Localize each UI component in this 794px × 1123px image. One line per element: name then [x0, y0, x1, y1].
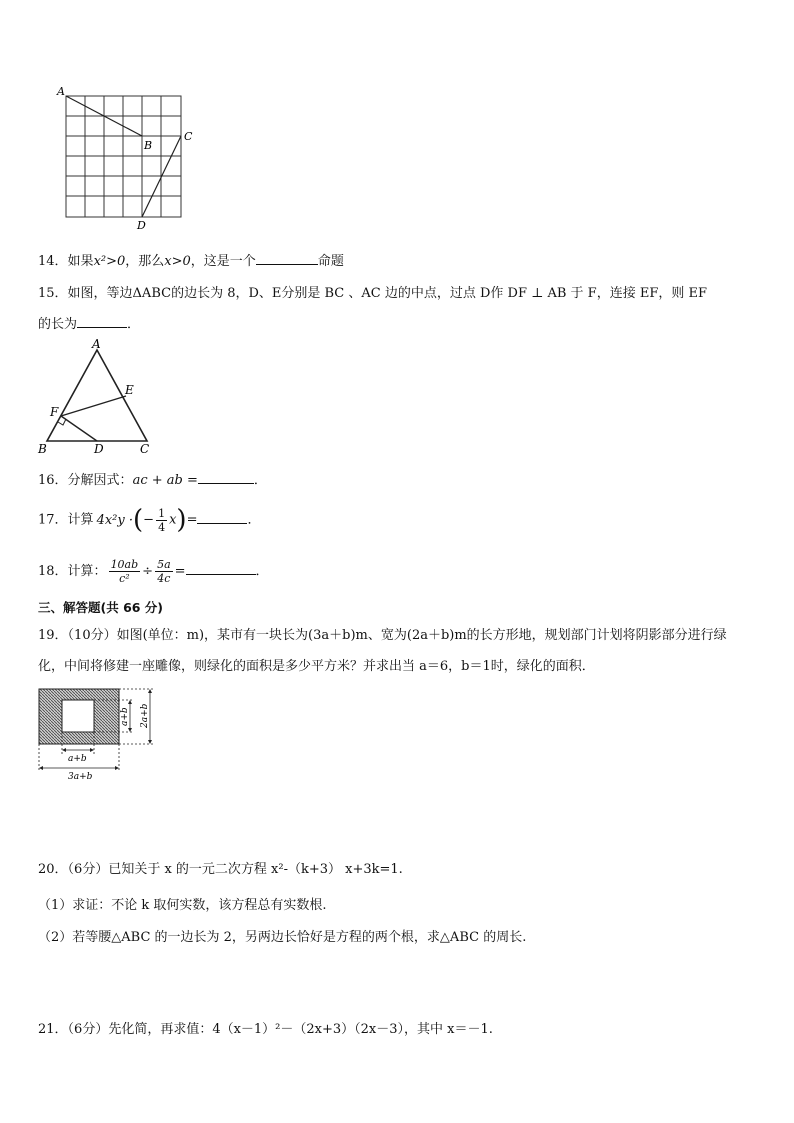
- q18-fraction-2: [155, 558, 173, 585]
- q14-number: 14．: [38, 254, 68, 269]
- q16-number: 16．: [38, 473, 68, 488]
- q14-text-d: 命题: [317, 254, 344, 269]
- q16-eq: =: [186, 473, 198, 488]
- tri-label-d: D: [94, 442, 104, 456]
- rectangle-figure: [30, 682, 170, 782]
- q14-text-c: ，这是一个: [190, 254, 256, 269]
- q16-answer-blank[interactable]: [198, 471, 254, 484]
- q17-math-a: 4x²y ·: [96, 512, 133, 528]
- q17-frac-num: 1: [158, 506, 166, 520]
- q17-answer-blank[interactable]: [197, 511, 247, 524]
- q17-paren-open: (: [133, 505, 144, 535]
- q15-answer-blank[interactable]: [77, 315, 127, 328]
- tri-label-f: F: [50, 405, 59, 419]
- q15-number: 15．: [38, 286, 68, 301]
- q17-fraction: [156, 507, 167, 534]
- q16-end: ．: [253, 473, 267, 488]
- label-inner-width: a+b: [68, 754, 87, 764]
- q17-eq: =: [186, 512, 198, 528]
- q18-number: 18．: [38, 564, 68, 579]
- grid-label-a: A: [57, 85, 65, 98]
- q18-frac1-den: c²: [119, 572, 130, 585]
- q18-text: 计算：: [67, 564, 107, 579]
- question-18: [38, 558, 269, 585]
- tri-label-c: C: [140, 442, 150, 456]
- question-21: 21．（6分）先化简，再求值：4（x－1）²－（2x+3）（2x－3），其中 x＝－1.: [38, 1022, 493, 1037]
- grid-label-c: C: [184, 130, 193, 143]
- question-16: [38, 469, 267, 488]
- label-outer-width: 3a+b: [68, 772, 93, 782]
- q17-frac-den: 4: [158, 520, 166, 534]
- q17-number: 17．: [38, 512, 68, 528]
- triangle-figure: [30, 336, 160, 458]
- q15-line2-b: ．: [127, 317, 141, 332]
- question-19-line1: 19．（10分）如图(单位：m)，某市有一块长为(3a＋b)m、宽为(2a＋b)m的长方形地，规划部门计划将阴影部分进行绿: [38, 628, 727, 643]
- question-20-part1: （1）求证：不论 k 取何实数，该方程总有实数根.: [38, 898, 327, 913]
- q15-line2-a: 的长为: [38, 317, 78, 332]
- q16-text: 分解因式：: [67, 473, 133, 488]
- grid-figure: [55, 84, 205, 234]
- q18-answer-blank[interactable]: [186, 562, 256, 575]
- tri-label-a: A: [92, 337, 101, 351]
- q14-math-b: x>0: [164, 254, 191, 269]
- tri-label-b: B: [38, 442, 47, 456]
- q18-frac1-num: 10ab: [110, 558, 139, 571]
- q18-fraction-1: [109, 558, 141, 585]
- q16-math: ac + ab: [132, 473, 183, 488]
- question-20-stem: 20．（6分）已知关于 x 的一元二次方程 x²-（k+3） x+3k=1.: [38, 862, 403, 877]
- q18-frac2-den: 4c: [157, 572, 171, 585]
- q14-text-b: ，那么: [125, 254, 165, 269]
- q15-line1: 如图，等边ΔABC的边长为 8，D、E分别是 BC 、AC 边的中点，过点 D作 DF ⊥ AB 于 F，连接 EF，则 EF: [67, 286, 707, 301]
- grid-label-b: B: [144, 139, 153, 152]
- grid-label-d: D: [137, 219, 146, 232]
- q17-minus: −: [143, 512, 155, 528]
- question-19-line2: 化，中间将修建一座雕像，则绿化的面积是多少平方米？并求出当 a＝6，b＝1时，绿化的面积．: [38, 659, 595, 674]
- q14-answer-blank[interactable]: [256, 252, 318, 265]
- question-15-line2: [38, 313, 140, 332]
- label-inner-height: a+b: [120, 707, 130, 726]
- inner-statue-area: [62, 700, 94, 732]
- q18-eq: =: [174, 564, 186, 579]
- question-15-line1: [38, 282, 707, 301]
- q18-end: ．: [255, 564, 269, 579]
- q17-text: 计算: [67, 512, 94, 528]
- q18-frac2-num: 5a: [157, 558, 171, 571]
- q18-op: ÷: [142, 564, 154, 579]
- label-outer-height: 2a+b: [140, 703, 150, 728]
- segment-df: [61, 416, 97, 441]
- q14-math-a: x²>0: [93, 254, 126, 269]
- q17-end: ．: [247, 512, 261, 528]
- q14-text-a: 如果: [67, 254, 94, 269]
- tri-label-e: E: [125, 383, 134, 397]
- q17-var: x: [169, 512, 177, 528]
- q17-paren-close: ): [176, 505, 187, 535]
- question-14: [38, 250, 344, 269]
- question-20-part2: （2）若等腰△ABC 的一边长为 2，另两边长恰好是方程的两个根，求△ABC 的周长.: [38, 930, 527, 945]
- section-3-title: 三、解答题(共 66 分): [38, 600, 164, 615]
- question-17: [38, 505, 260, 535]
